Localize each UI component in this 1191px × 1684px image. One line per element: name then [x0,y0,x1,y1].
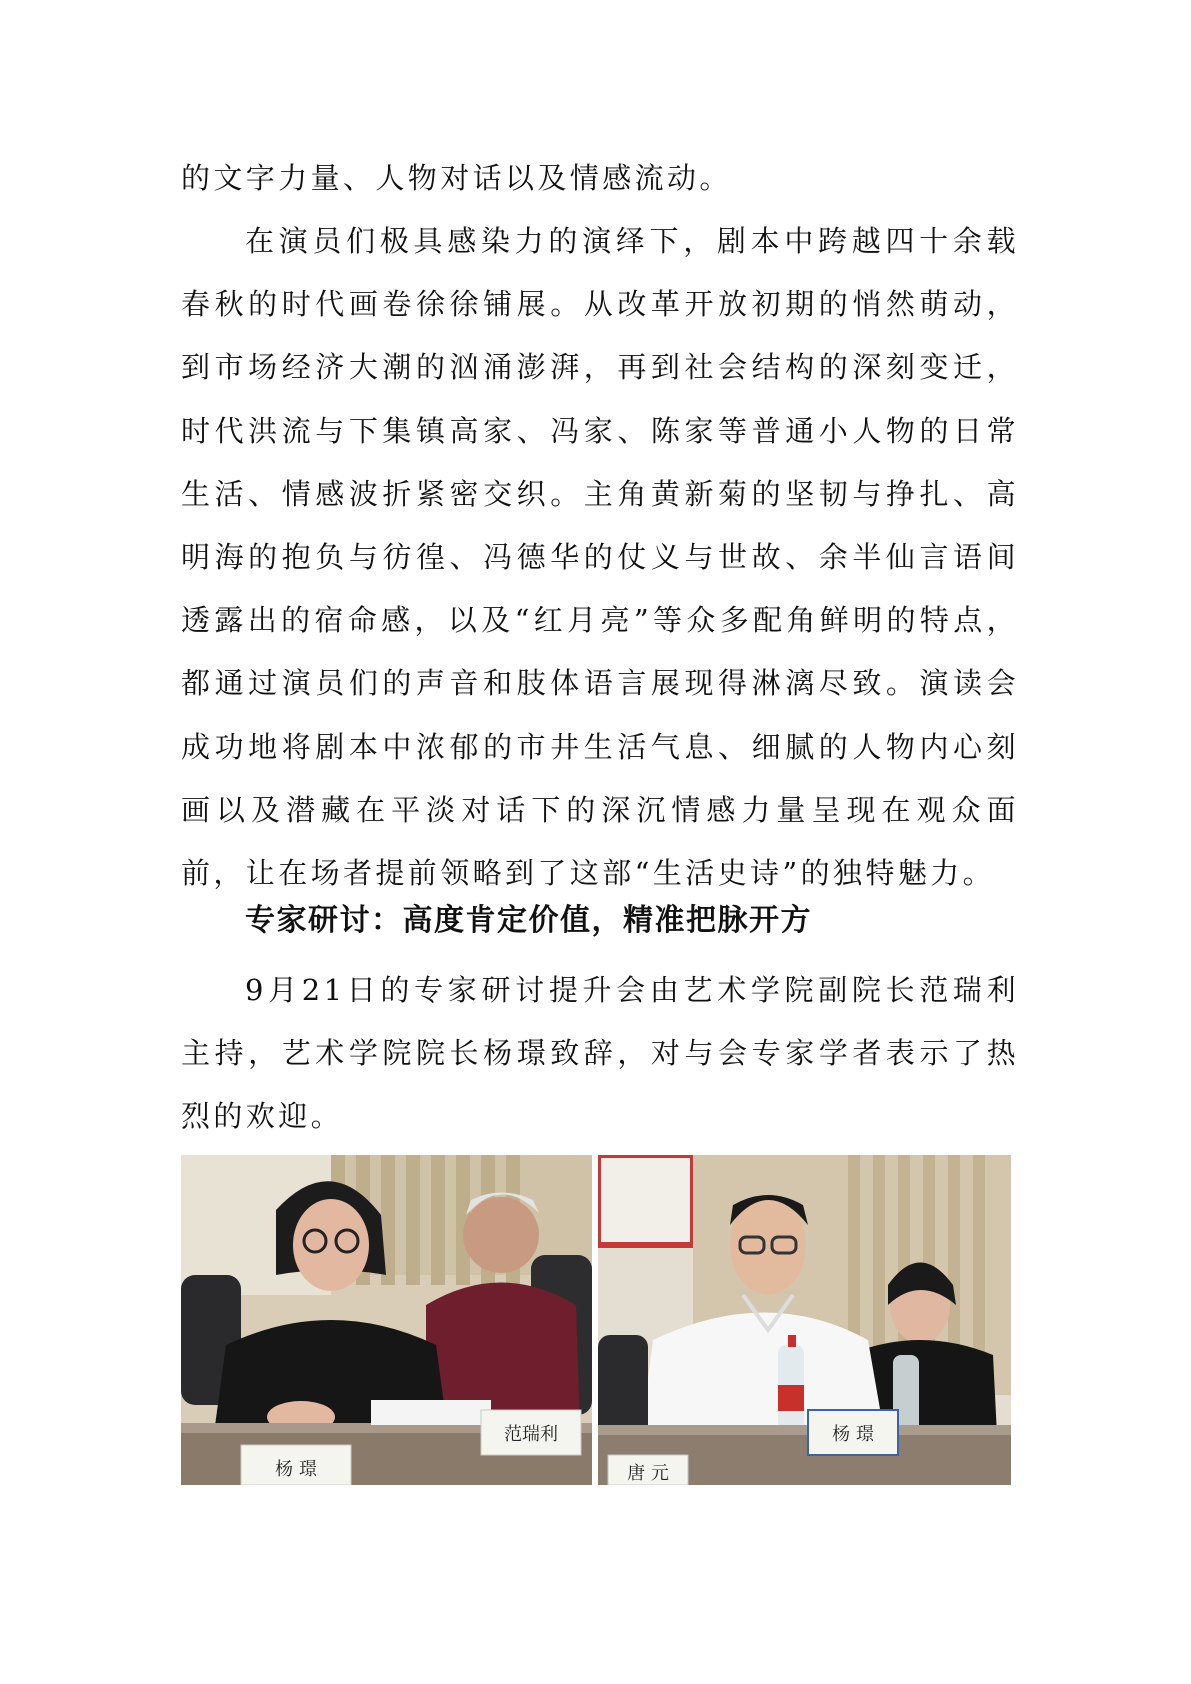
photo-seminar-speaker-right [598,1155,1011,1485]
nameplate-right-2: 杨 璟 [832,1424,874,1445]
photo-seminar-speaker-left [181,1155,592,1485]
nameplate-left-1: 杨 璟 [275,1459,317,1480]
section-heading: 专家研讨：高度肯定价值，精准把脉开方 [245,903,812,938]
paragraph-seminar-intro: 9月21日的专家研讨提升会由艺术学院副院长范瑞利主持，艺术学院院长杨璟致辞，对与会专家学者表示了热烈的欢迎。 [181,973,1019,1134]
paragraph-reading-performance: 在演员们极具感染力的演绎下，剧本中跨越四十余载春秋的时代画卷徐徐铺展。从改革开放初期的悄然萌动，到市场经济大潮的汹涌澎湃，再到社会结构的深刻变迁，时代洪流与下集镇高家、冯家、陈家等普通小人物的日常生活、情感波折紧密交织。主角黄新菊的坚韧与挣扎、高明海的抱负与彷徨、冯德华的仗义与世故、余半仙言语间透露出的宿命感，以及“红月亮”等众多配角鲜明的特点，都通过演员们的声音和肢体语言展现得淋漓尽致。演读会成功地将剧本中浓郁的市井生活气息、细腻的人物内心刻画以及潜藏在平淡对话下的深沉情感力量呈现在观众面前，让在场者提前领略到了这部“生活史诗”的独特魅力。 [181,224,1019,891]
nameplate-right-1: 唐 元 [627,1463,669,1484]
nameplate-left-2: 范瑞利 [504,1424,558,1445]
paragraph-continuation: 的文字力量、人物对话以及情感流动。 [181,161,732,195]
